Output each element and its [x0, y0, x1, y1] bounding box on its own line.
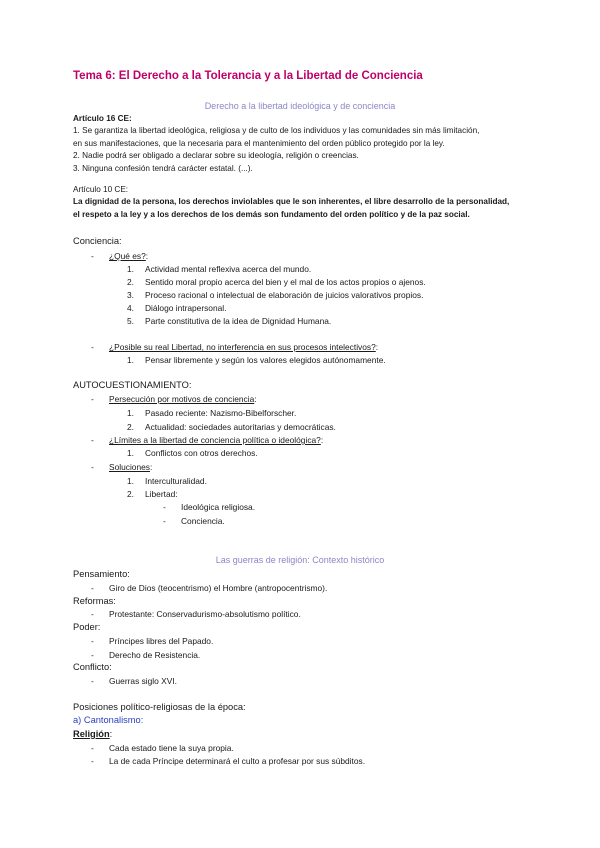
list-item: [127, 316, 134, 326]
reformas-label: Reformas:: [73, 596, 116, 606]
limites-title: [109, 435, 323, 445]
que-es-colon: :: [145, 251, 149, 261]
list-item-text: Pasado reciente: Nazismo-Bibelforscher.: [145, 408, 297, 418]
list-item: [127, 422, 134, 432]
list-item-text: Actividad mental reflexiva acerca del mundo.: [145, 264, 312, 274]
bullet-dash: -: [91, 583, 94, 593]
que-es-text: ¿Qué es?: [109, 251, 146, 261]
article-16-line: 1. Se garantiza la libertad ideológica, religiosa y de culto de los individuos y las comunidades sin más limitación,: [73, 126, 480, 136]
posiciones-label: Posiciones político-religiosas de la época:: [73, 702, 246, 712]
list-item-text: Príncipes libres del Papado.: [109, 636, 214, 646]
bullet-dash: -: [91, 394, 94, 404]
list-item: [127, 290, 134, 300]
bullet-dash: -: [91, 743, 94, 753]
item-number: 1.: [127, 355, 134, 365]
list-item-text: Conflictos con otros derechos.: [145, 448, 258, 458]
article-10-line: el respeto a la ley y a los derechos de los demás son fundamento del orden político y de la paz social.: [73, 209, 470, 219]
sub-bullet-dash: -: [163, 502, 166, 512]
item-number: 2.: [127, 277, 134, 287]
section-heading-libertad: Derecho a la libertad ideológica y de conciencia: [204, 101, 396, 111]
article-16-line: en sus manifestaciones, que la necesaria para el mantenimiento del orden público protegido por la ley.: [73, 138, 445, 148]
list-item-text: Diálogo intrapersonal.: [145, 303, 227, 313]
list-item-text: Derecho de Resistencia.: [109, 650, 201, 660]
item-number: 4.: [127, 303, 134, 313]
list-item: [127, 476, 134, 486]
soluciones-title: [109, 462, 152, 472]
section-heading-guerras: Las guerras de religión: Contexto histórico: [215, 555, 385, 565]
bullet-dash: -: [91, 650, 94, 660]
posible-text: ¿Posible su real Libertad, no interferencia en sus procesos intelectivos?: [109, 342, 376, 352]
soluciones-colon: :: [149, 462, 153, 472]
list-item: [127, 448, 134, 458]
list-item-text: Libertad:: [145, 489, 178, 499]
item-number: 2.: [127, 422, 134, 432]
item-number: 5.: [127, 316, 134, 326]
list-item-text: La de cada Príncipe determinará el culto a profesar por sus súbditos.: [109, 756, 366, 766]
list-item-text: Cada estado tiene la suya propia.: [109, 743, 234, 753]
religion-title: [73, 729, 112, 739]
persecucion-title: [109, 394, 257, 404]
cantonalismo-label: a) Cantonalismo:: [73, 715, 144, 725]
list-item-text: Pensar libremente y según los valores elegidos autónomamente.: [145, 355, 386, 365]
article-16-label: Artículo 16 CE:: [73, 114, 132, 123]
list-item-text: Proceso racional o intelectual de elaboración de juicios valorativos propios.: [145, 290, 424, 300]
list-item-text: Protestante: Conservadurismo-absolutismo político.: [109, 609, 301, 619]
conflicto-label: Conflicto:: [73, 662, 112, 672]
autocuestionamiento-label: AUTOCUESTIONAMIENTO:: [73, 380, 192, 390]
bullet-dash: -: [91, 609, 94, 619]
sub-item-text: Ideológica religiosa.: [181, 502, 256, 512]
posible-colon: :: [375, 342, 379, 352]
list-item: [127, 355, 134, 365]
bullet-dash: -: [91, 435, 94, 445]
article-10-line: La dignidad de la persona, los derechos inviolables que le son inherentes, el libre desarrollo de la personalidad,: [73, 197, 510, 207]
religion-text: Religión: [73, 729, 110, 739]
list-item: [127, 489, 134, 499]
item-number: 1.: [127, 476, 134, 486]
bullet-dash: -: [91, 342, 94, 352]
sub-item-text: Conciencia.: [181, 516, 225, 526]
limites-colon: :: [320, 435, 324, 445]
article-10-label: Artículo 10 CE:: [73, 185, 129, 194]
item-number: 2.: [127, 489, 134, 499]
soluciones-text: Soluciones: [109, 462, 150, 472]
sub-bullet-dash: -: [163, 516, 166, 526]
pensamiento-label: Pensamiento:: [73, 569, 130, 579]
article-16-line: 3. Ninguna confesión tendrá carácter estatal. (...).: [73, 163, 253, 173]
list-item-text: Giro de Dios (teocentrismo) el Hombre (antropocentrismo).: [109, 583, 328, 593]
list-item: [127, 303, 134, 313]
persecucion-text: Persecución por motivos de conciencia: [109, 394, 255, 404]
list-item: [127, 264, 134, 274]
list-item-text: Sentido moral propio acerca del bien y el mal de los actos propios o ajenos.: [145, 277, 426, 287]
item-number: 1.: [127, 448, 134, 458]
list-item-text: Guerras siglo XVI.: [109, 676, 177, 686]
list-item-text: Actualidad: sociedades autoritarias y democráticas.: [145, 422, 336, 432]
item-number: 3.: [127, 290, 134, 300]
article-16-block: [73, 113, 533, 175]
conciencia-label: Conciencia:: [73, 236, 122, 246]
limites-text: ¿Límites a la libertad de conciencia política o ideológica?: [109, 435, 321, 445]
list-item: [127, 277, 134, 287]
bullet-dash: -: [91, 756, 94, 766]
document-title: Tema 6: El Derecho a la Tolerancia y a la Libertad de Conciencia: [73, 70, 423, 82]
que-es-question: [109, 251, 148, 261]
religion-colon: :: [109, 729, 113, 739]
article-10-block: [73, 184, 533, 221]
list-item-text: Parte constitutiva de la idea de Dignidad Humana.: [145, 316, 332, 326]
list-item-text: Interculturalidad.: [145, 476, 207, 486]
bullet-dash: -: [91, 251, 94, 261]
persecucion-colon: :: [254, 394, 257, 404]
article-16-line: 2. Nadie podrá ser obligado a declarar sobre su ideología, religión o creencias.: [73, 151, 359, 161]
bullet-dash: -: [91, 462, 94, 472]
item-number: 1.: [127, 408, 134, 418]
bullet-dash: -: [91, 676, 94, 686]
poder-label: Poder:: [73, 622, 101, 632]
posible-question: [109, 342, 378, 352]
list-item: [127, 408, 134, 418]
bullet-dash: -: [91, 636, 94, 646]
item-number: 1.: [127, 264, 134, 274]
